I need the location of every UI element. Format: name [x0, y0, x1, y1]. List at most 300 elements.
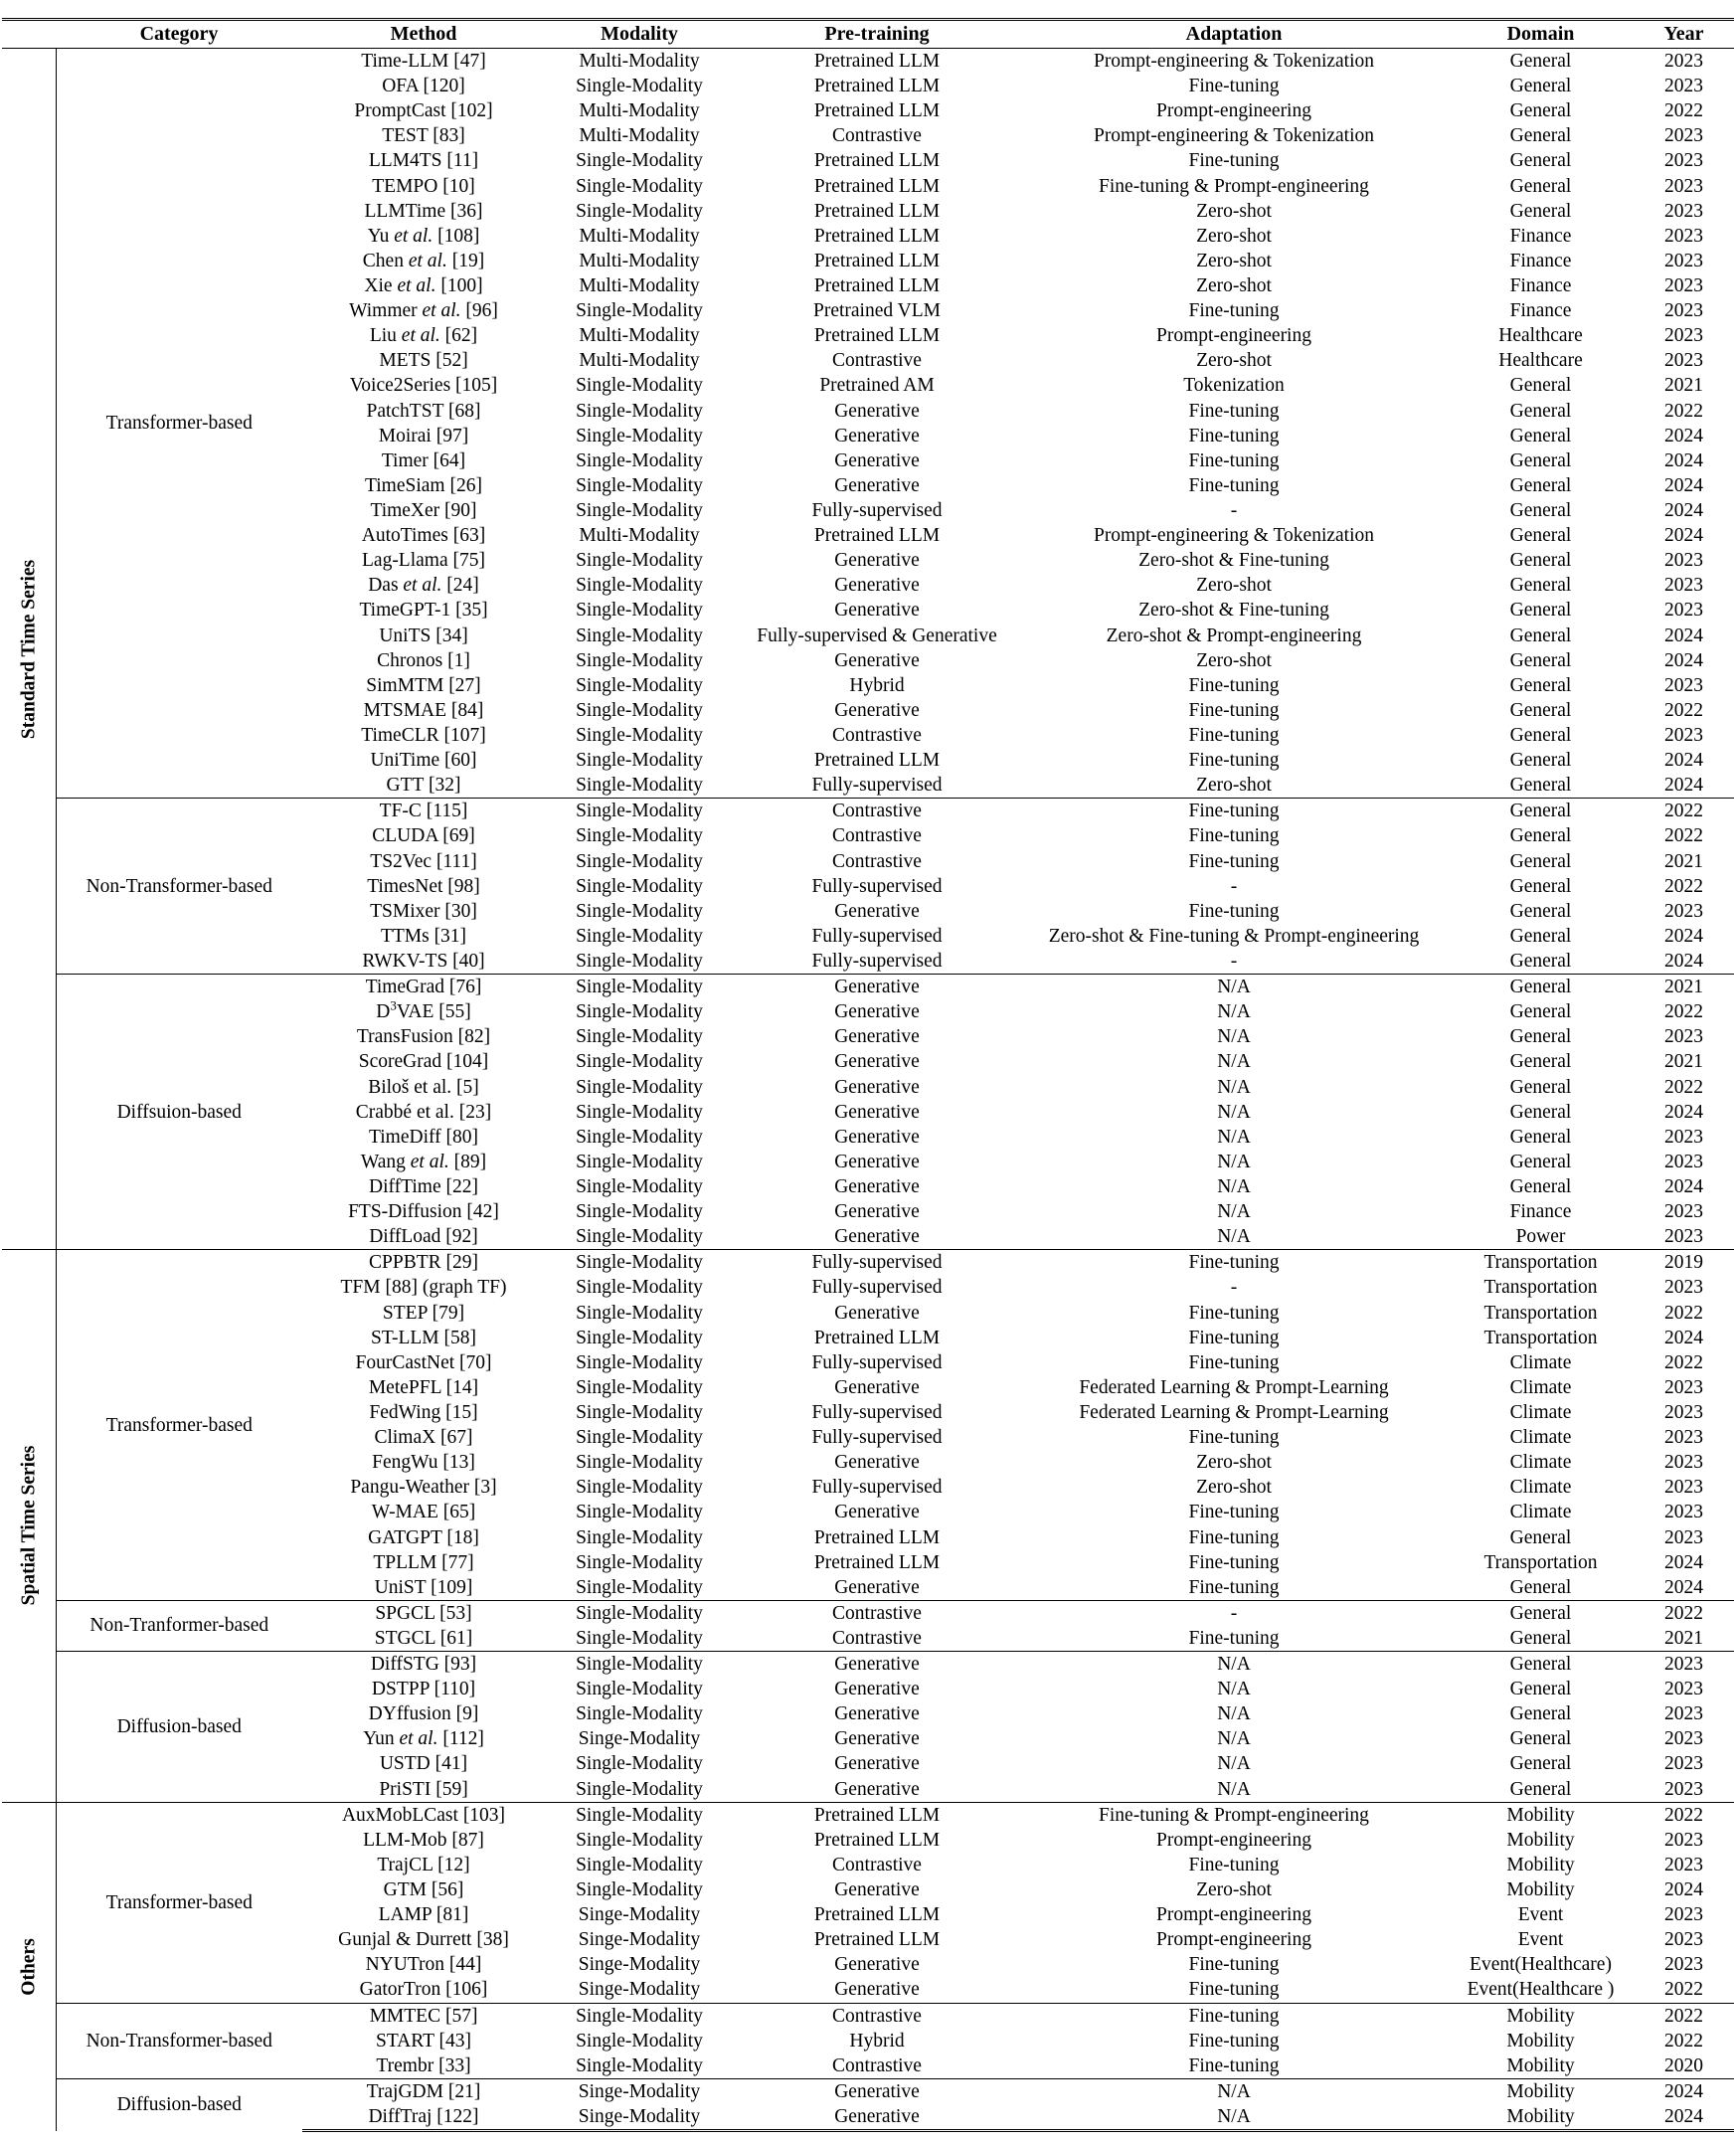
domain-cell: Climate — [1509, 1502, 1572, 1523]
domain-cell: Event — [1517, 1904, 1564, 1926]
method-cell: GTT [32] — [386, 775, 461, 797]
pretraining-cell: Generative — [834, 1226, 920, 1248]
pretraining-cell: Pretrained AM — [819, 375, 935, 397]
pretraining-cell: Fully-supervised — [811, 500, 943, 522]
year-cell: 2022 — [1634, 2003, 1734, 2029]
year-cell: 2023 — [1664, 175, 1703, 197]
table-row — [2, 2003, 1734, 2029]
pretraining-cell: Generative — [834, 1376, 920, 1398]
domain-cell: General — [1509, 699, 1572, 721]
adaptation-cell: N/A — [1217, 1703, 1251, 1725]
pretraining-cell: Generative — [834, 1502, 920, 1523]
modality-cell: Single-Modality — [545, 1250, 734, 1276]
section-label-text: Others — [18, 1937, 40, 1996]
modality-cell: Single-Modality — [576, 1175, 703, 1197]
domain-cell: Mobility — [1506, 2054, 1575, 2076]
method-cell: TrajCL [12] — [377, 1854, 470, 1875]
domain-cell: Event(Healthcare ) — [1467, 1979, 1615, 2001]
domain-cell: Transportation — [1483, 1302, 1598, 1324]
modality-cell: Single-Modality — [576, 1502, 703, 1523]
pretraining-cell: Contrastive — [832, 850, 922, 872]
category-cell: Diffusion-based — [56, 1652, 302, 1803]
method-cell: TransFusion [82] — [356, 1026, 491, 1048]
pretraining-cell: Generative — [834, 1879, 920, 1901]
domain-cell: Transportation — [1483, 1551, 1598, 1573]
modality-cell: Multi-Modality — [579, 250, 700, 271]
pretraining-cell: Pretrained VLM — [813, 300, 941, 322]
modality-cell: Single-Modality — [576, 1327, 703, 1348]
adaptation-cell: N/A — [1217, 1051, 1251, 1073]
domain-cell: General — [1509, 1703, 1572, 1725]
method-cell: DiffSTG [93] — [302, 1652, 545, 1678]
year-cell: 2022 — [1664, 100, 1703, 122]
adaptation-cell: Fine-tuning — [1188, 474, 1280, 496]
modality-cell: Singe-Modality — [578, 1728, 701, 1750]
adaptation-cell: Zero-shot — [1196, 1879, 1272, 1901]
year-cell: 2023 — [1664, 350, 1703, 372]
table-section — [2, 1802, 1734, 2130]
header-adaptation: Adaptation — [1185, 23, 1283, 45]
adaptation-cell: Zero-shot — [1196, 1477, 1272, 1499]
modality-cell: Single-Modality — [545, 1652, 734, 1678]
domain-cell: General — [1509, 1126, 1572, 1148]
method-cell: TimeGPT-1 [35] — [359, 600, 488, 622]
pretraining-cell: Fully-supervised — [811, 1427, 943, 1449]
table-row — [2, 1600, 1734, 1626]
adaptation-cell: Zero-shot & Fine-tuning & Prompt-engineering — [1048, 925, 1420, 947]
modality-cell: Single-Modality — [576, 2054, 703, 2076]
year-cell: 2021 — [1634, 975, 1734, 1000]
pretraining-cell: Generative — [834, 600, 920, 622]
domain-cell: General — [1509, 525, 1572, 547]
pretraining-cell: Hybrid — [849, 2030, 905, 2052]
method-cell: Lag-Llama [75] — [362, 550, 485, 572]
category-cell: Non-Tranformer-based — [56, 1600, 302, 1651]
modality-cell: Single-Modality — [576, 1427, 703, 1449]
pretraining-cell: Fully-supervised — [811, 775, 943, 797]
year-cell: 2024 — [1664, 775, 1703, 797]
year-cell: 2022 — [1664, 1001, 1703, 1023]
year-cell: 2023 — [1664, 725, 1703, 746]
domain-cell: General — [1509, 150, 1572, 172]
adaptation-cell: Fine-tuning — [1188, 1627, 1280, 1649]
modality-cell: Single-Modality — [576, 900, 703, 922]
adaptation-cell: Fine-tuning — [1188, 425, 1280, 446]
year-cell: 2024 — [1664, 625, 1703, 646]
method-cell: Timer [64] — [381, 449, 466, 471]
pretraining-cell: Generative — [834, 1703, 920, 1725]
domain-cell: General — [1509, 474, 1572, 496]
modality-cell: Single-Modality — [576, 925, 703, 947]
adaptation-cell: Zero-shot — [1196, 225, 1272, 247]
category-cell: Diffsuion-based — [56, 975, 302, 1250]
adaptation-cell: N/A — [1217, 1201, 1251, 1223]
year-cell: 2024 — [1634, 2104, 1734, 2131]
pretraining-cell: Generative — [834, 575, 920, 597]
year-cell: 2021 — [1664, 1627, 1703, 1649]
domain-cell: General — [1509, 500, 1572, 522]
adaptation-cell: Fine-tuning — [1188, 1302, 1280, 1324]
modality-cell: Single-Modality — [576, 1101, 703, 1123]
methods-table — [2, 18, 1734, 2132]
pretraining-cell: Fully-supervised — [811, 1277, 943, 1299]
year-cell: 2022 — [1634, 799, 1734, 824]
pretraining-cell: Generative — [834, 1076, 920, 1098]
method-cell: TPLLM [77] — [373, 1551, 474, 1573]
adaptation-cell: Prompt-engineering & Tokenization — [1093, 125, 1375, 147]
method-cell: GATGPT [18] — [368, 1526, 479, 1548]
modality-cell: Multi-Modality — [579, 275, 700, 297]
modality-cell: Singe-Modality — [545, 2078, 734, 2104]
pretraining-cell: Pretrained LLM — [813, 150, 941, 172]
domain-cell: Finance — [1509, 300, 1572, 322]
year-cell: 2023 — [1634, 49, 1734, 75]
pretraining-cell: Contrastive — [734, 1600, 1020, 1626]
adaptation-cell: Federated Learning & Prompt-Learning — [1079, 1401, 1389, 1423]
pretraining-cell: Contrastive — [832, 825, 922, 847]
domain-cell: General — [1448, 49, 1634, 75]
modality-cell: Single-Modality — [576, 1526, 703, 1548]
pretraining-cell: Contrastive — [832, 2054, 922, 2076]
domain-cell: Mobility — [1506, 2030, 1575, 2052]
method-cell: Chronos [1] — [377, 649, 470, 671]
pretraining-cell: Generative — [834, 1954, 920, 1976]
method-cell: METS [52] — [379, 350, 468, 372]
header-category: Category — [139, 23, 219, 45]
method-cell: TimeGrad [76] — [302, 975, 545, 1000]
pretraining-cell: Fully-supervised — [734, 1250, 1020, 1276]
modality-cell: Single-Modality — [576, 1854, 703, 1875]
method-cell: TS2Vec [111] — [370, 850, 477, 872]
pretraining-cell: Pretrained LLM — [813, 1327, 941, 1348]
domain-cell: General — [1509, 1526, 1572, 1548]
method-cell: $D^3VAE$ [55] — [376, 999, 471, 1023]
method-cell: USTD [41] — [379, 1753, 468, 1775]
year-cell: 2023 — [1664, 1201, 1703, 1223]
pretraining-cell: Pretrained LLM — [813, 175, 941, 197]
adaptation-cell: Fine-tuning — [1188, 1551, 1280, 1573]
adaptation-cell: Fine-tuning — [1188, 825, 1280, 847]
year-cell: 2024 — [1664, 950, 1703, 972]
domain-cell: Event — [1517, 1929, 1564, 1951]
pretraining-cell: Generative — [834, 400, 920, 422]
domain-cell: General — [1509, 1151, 1572, 1172]
pretraining-cell: Fully-supervised — [811, 950, 943, 972]
modality-cell: Singe-Modality — [578, 1954, 701, 1976]
year-cell: 2023 — [1664, 1904, 1703, 1926]
modality-cell: Single-Modality — [576, 875, 703, 897]
year-cell: 2022 — [1634, 1600, 1734, 1626]
year-cell: 2024 — [1664, 425, 1703, 446]
pretraining-cell: Contrastive — [832, 1627, 922, 1649]
modality-cell: Single-Modality — [576, 1277, 703, 1299]
domain-cell: Mobility — [1448, 2104, 1634, 2131]
pretraining-cell: Generative — [834, 1753, 920, 1775]
adaptation-cell: Zero-shot — [1196, 1452, 1272, 1474]
year-cell: 2021 — [1664, 375, 1703, 397]
section-label — [2, 1250, 56, 1802]
adaptation-cell: N/A — [1217, 1076, 1251, 1098]
modality-cell: Single-Modality — [576, 1753, 703, 1775]
domain-cell: Climate — [1509, 1401, 1572, 1423]
domain-cell: General — [1509, 1627, 1572, 1649]
method-cell: TimeDiff [80] — [369, 1126, 478, 1148]
modality-cell: Single-Modality — [576, 1126, 703, 1148]
method-cell: SPGCL [53] — [302, 1600, 545, 1626]
domain-cell: General — [1509, 950, 1572, 972]
domain-cell: General — [1509, 1001, 1572, 1023]
pretraining-cell: Generative — [734, 2078, 1020, 2104]
modality-cell: Single-Modality — [576, 200, 703, 222]
modality-cell: Singe-Modality — [545, 2104, 734, 2131]
category-cell: Transformer-based — [56, 49, 302, 799]
domain-cell: General — [1509, 850, 1572, 872]
pretraining-cell: Generative — [834, 1101, 920, 1123]
modality-cell: Single-Modality — [576, 1376, 703, 1398]
modality-cell: Single-Modality — [576, 550, 703, 572]
year-cell: 2024 — [1664, 1576, 1703, 1598]
method-cell: Pangu-Weather [3] — [350, 1477, 497, 1499]
pretraining-cell: Pretrained LLM — [813, 225, 941, 247]
domain-cell: Finance — [1509, 250, 1572, 271]
year-cell: 2024 — [1664, 1551, 1703, 1573]
method-cell: FedWing [15] — [369, 1401, 478, 1423]
year-cell: 2023 — [1664, 325, 1703, 347]
domain-cell: Healthcare — [1498, 325, 1583, 347]
section-label-text: Standard Time Series — [18, 559, 40, 739]
method-cell: ClimaX [67] — [374, 1427, 473, 1449]
method-cell: PriSTI [59] — [379, 1778, 468, 1800]
pretraining-cell: Generative — [834, 900, 920, 922]
year-cell: 2023 — [1664, 575, 1703, 597]
pretraining-cell: Generative — [834, 649, 920, 671]
adaptation-cell: Fine-tuning — [1188, 1327, 1280, 1348]
method-cell: OFA [120] — [382, 76, 465, 97]
method-cell: STGCL [61] — [374, 1627, 473, 1649]
method-cell: ScoreGrad [104] — [358, 1051, 489, 1073]
adaptation-cell: Prompt-engineering — [1156, 1829, 1311, 1851]
pretraining-cell: Pretrained LLM — [813, 325, 941, 347]
year-cell: 2023 — [1664, 1829, 1703, 1851]
year-cell: 2023 — [1664, 200, 1703, 222]
method-cell: NYUTron [44] — [365, 1954, 482, 1976]
method-cell: TimeSiam [26] — [365, 474, 482, 496]
pretraining-cell: Generative — [734, 2104, 1020, 2131]
method-cell: Chen et al. [19] — [362, 250, 485, 271]
modality-cell: Single-Modality — [576, 699, 703, 721]
adaptation-cell: Fine-tuning — [1188, 1954, 1280, 1976]
domain-cell: Finance — [1509, 225, 1572, 247]
adaptation-cell: N/A — [1217, 1679, 1251, 1700]
modality-cell: Single-Modality — [576, 2030, 703, 2052]
section-label-text: Spatial Time Series — [18, 1446, 40, 1606]
method-cell: STEP [79] — [382, 1302, 465, 1324]
table-row — [2, 2078, 1734, 2104]
pretraining-cell: Generative — [834, 1026, 920, 1048]
year-cell: 2023 — [1664, 1226, 1703, 1248]
method-cell: DSTPP [110] — [371, 1679, 476, 1700]
modality-cell: Single-Modality — [576, 1401, 703, 1423]
method-cell: TimeCLR [107] — [361, 725, 486, 746]
domain-cell: Finance — [1509, 1201, 1572, 1223]
pretraining-cell: Generative — [834, 449, 920, 471]
domain-cell: General — [1509, 775, 1572, 797]
adaptation-cell: Fine-tuning — [1188, 76, 1280, 97]
method-cell: DiffTraj [122] — [302, 2104, 545, 2131]
method-cell: CPPBTR [29] — [302, 1250, 545, 1276]
modality-cell: Singe-Modality — [578, 1904, 701, 1926]
adaptation-cell: Fine-tuning — [1188, 449, 1280, 471]
modality-cell: Single-Modality — [576, 300, 703, 322]
method-cell: Gunjal & Durrett [38] — [338, 1929, 509, 1951]
method-cell: TimeXer [90] — [370, 500, 477, 522]
modality-cell: Multi-Modality — [579, 100, 700, 122]
domain-cell: General — [1509, 575, 1572, 597]
domain-cell: General — [1509, 125, 1572, 147]
domain-cell: Mobility — [1506, 1854, 1575, 1875]
year-cell: 2022 — [1664, 825, 1703, 847]
method-cell: RWKV-TS [40] — [362, 950, 485, 972]
pretraining-cell: Contrastive — [734, 2003, 1020, 2029]
header-method: Method — [390, 23, 457, 45]
category-cell: Transformer-based — [56, 1250, 302, 1601]
domain-cell: General — [1448, 975, 1634, 1000]
modality-cell: Single-Modality — [545, 975, 734, 1000]
domain-cell: Power — [1515, 1226, 1566, 1248]
modality-cell: Single-Modality — [576, 375, 703, 397]
modality-cell: Single-Modality — [576, 150, 703, 172]
year-cell: 2024 — [1634, 2078, 1734, 2104]
domain-cell: Mobility — [1448, 2078, 1634, 2104]
pretraining-cell: Pretrained LLM — [813, 1526, 941, 1548]
method-cell: Crabbé et al. [23] — [355, 1101, 492, 1123]
year-cell: 2023 — [1664, 76, 1703, 97]
adaptation-cell: Fine-tuning — [1188, 900, 1280, 922]
pretraining-cell: Generative — [834, 1201, 920, 1223]
pretraining-cell: Generative — [834, 1576, 920, 1598]
pretraining-cell: Pretrained LLM — [734, 1802, 1020, 1828]
adaptation-cell: Fine-tuning — [1188, 1854, 1280, 1875]
year-cell: 2023 — [1664, 1526, 1703, 1548]
method-cell: UniST [109] — [374, 1576, 473, 1598]
adaptation-cell: N/A — [1217, 1753, 1251, 1775]
adaptation-cell: Zero-shot & Fine-tuning — [1138, 550, 1329, 572]
modality-cell: Single-Modality — [576, 1679, 703, 1700]
method-cell: LLMTime [36] — [364, 200, 483, 222]
method-cell: ST-LLM [58] — [371, 1327, 476, 1348]
adaptation-cell: Zero-shot — [1196, 575, 1272, 597]
domain-cell: General — [1509, 1101, 1572, 1123]
pretraining-cell: Hybrid — [849, 674, 905, 696]
method-cell: START [43] — [375, 2030, 472, 2052]
method-cell: LLM-Mob [87] — [363, 1829, 484, 1851]
year-cell: 2024 — [1664, 474, 1703, 496]
pretraining-cell: Generative — [834, 1051, 920, 1073]
adaptation-cell: N/A — [1020, 2104, 1448, 2131]
section-column-header — [2, 20, 56, 49]
method-cell: Trembr [33] — [376, 2054, 471, 2076]
adaptation-cell: Federated Learning & Prompt-Learning — [1079, 1376, 1389, 1398]
adaptation-cell: Fine-tuning — [1188, 1526, 1280, 1548]
modality-cell: Single-Modality — [576, 725, 703, 746]
pretraining-cell: Contrastive — [832, 125, 922, 147]
year-cell: 2023 — [1664, 1477, 1703, 1499]
modality-cell: Multi-Modality — [579, 225, 700, 247]
table-row — [2, 1652, 1734, 1678]
adaptation-cell: Zero-shot — [1196, 649, 1272, 671]
adaptation-cell: Tokenization — [1183, 375, 1285, 397]
year-cell: 2023 — [1664, 1401, 1703, 1423]
year-cell: 2024 — [1664, 1101, 1703, 1123]
method-cell: TSMixer [30] — [370, 900, 477, 922]
adaptation-cell: N/A — [1217, 1101, 1251, 1123]
method-cell: Wang et al. [89] — [360, 1151, 487, 1172]
adaptation-cell: Fine-tuning — [1188, 850, 1280, 872]
method-cell: MMTEC [57] — [302, 2003, 545, 2029]
year-cell: 2021 — [1664, 1051, 1703, 1073]
section-label — [2, 49, 56, 1250]
pretraining-cell: Pretrained LLM — [813, 100, 941, 122]
domain-cell: General — [1509, 925, 1572, 947]
pretraining-cell: Generative — [834, 1778, 920, 1800]
domain-cell: General — [1509, 725, 1572, 746]
category-cell: Non-Transformer-based — [56, 799, 302, 975]
domain-cell: General — [1509, 625, 1572, 646]
year-cell: 2023 — [1664, 1703, 1703, 1725]
year-cell: 2023 — [1664, 674, 1703, 696]
adaptation-cell: Zero-shot & Fine-tuning — [1138, 600, 1329, 622]
modality-cell: Single-Modality — [576, 750, 703, 772]
domain-cell: Mobility — [1448, 1802, 1634, 1828]
domain-cell: General — [1509, 1753, 1572, 1775]
domain-cell: General — [1509, 875, 1572, 897]
method-cell: Wimmer et al. [96] — [349, 300, 498, 322]
year-cell: 2023 — [1664, 550, 1703, 572]
modality-cell: Single-Modality — [576, 1452, 703, 1474]
year-cell: 2023 — [1664, 1277, 1703, 1299]
domain-cell: Transportation — [1483, 1277, 1598, 1299]
year-cell: 2023 — [1664, 1151, 1703, 1172]
modality-cell: Single-Modality — [576, 425, 703, 446]
year-cell: 2023 — [1664, 1376, 1703, 1398]
pretraining-cell: Generative — [834, 1979, 920, 2001]
method-cell: LLM4TS [11] — [368, 150, 479, 172]
adaptation-cell: Prompt-engineering — [1156, 1929, 1311, 1951]
adaptation-cell: Zero-shot — [1196, 350, 1272, 372]
pretraining-cell: Generative — [834, 1001, 920, 1023]
domain-cell: General — [1509, 1026, 1572, 1048]
domain-cell: Climate — [1509, 1452, 1572, 1474]
category-cell: Non-Transformer-based — [56, 2003, 302, 2078]
adaptation-cell: Prompt-engineering — [1156, 325, 1311, 347]
year-cell: 2024 — [1664, 525, 1703, 547]
modality-cell: Single-Modality — [576, 500, 703, 522]
domain-cell: General — [1509, 825, 1572, 847]
domain-cell: General — [1509, 1076, 1572, 1098]
modality-cell: Single-Modality — [576, 1576, 703, 1598]
year-cell: 2023 — [1634, 1652, 1734, 1678]
method-cell: AuxMobLCast [103] — [302, 1802, 545, 1828]
domain-cell: General — [1509, 1175, 1572, 1197]
domain-cell: General — [1509, 76, 1572, 97]
adaptation-cell: Prompt-engineering — [1156, 1904, 1311, 1926]
year-cell: 2023 — [1664, 1452, 1703, 1474]
header-modality: Modality — [601, 23, 678, 45]
year-cell: 2023 — [1664, 125, 1703, 147]
pretraining-cell: Generative — [834, 1679, 920, 1700]
year-cell: 2024 — [1664, 649, 1703, 671]
pretraining-cell: Pretrained LLM — [813, 275, 941, 297]
